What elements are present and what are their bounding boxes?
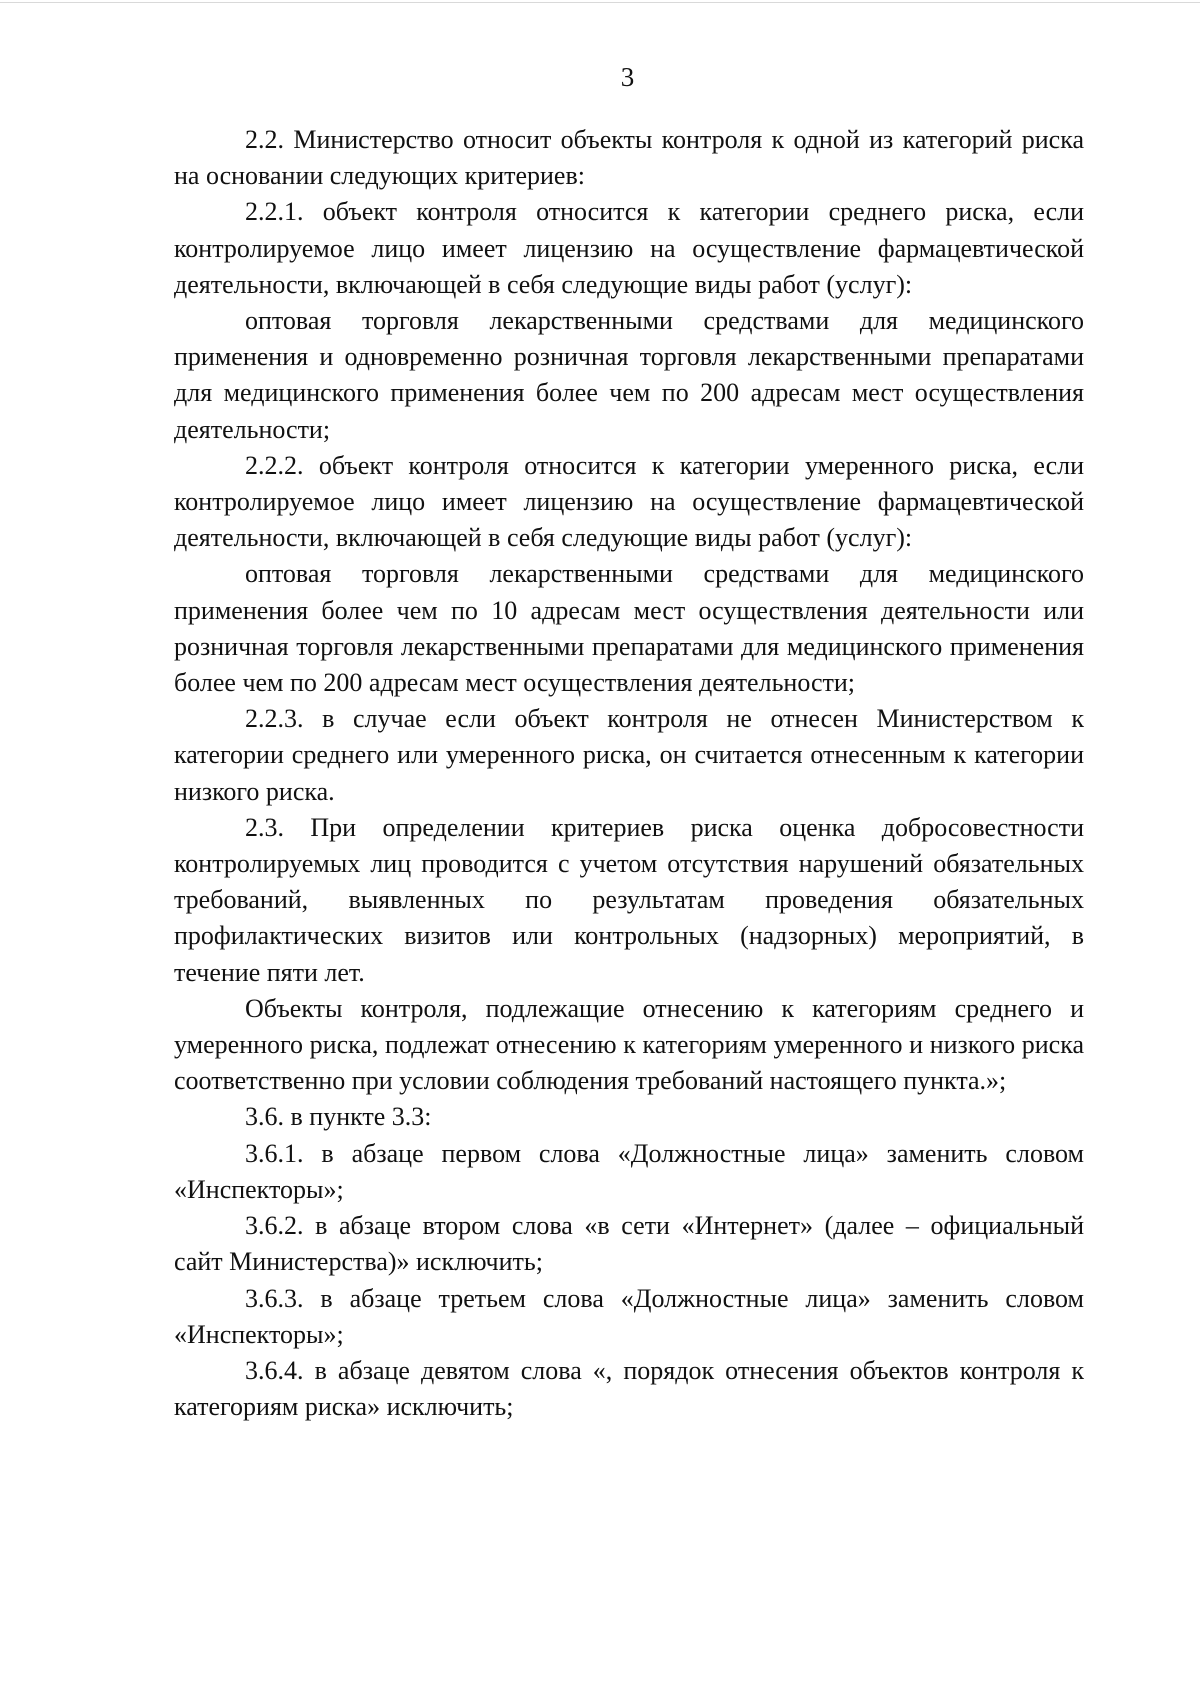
paragraph-3-6-3: 3.6.3. в абзаце третьем слова «Должностные лица» заменить словом «Инспекторы»; [174, 1283, 1084, 1349]
paragraph-3-6-1: 3.6.1. в абзаце первом слова «Должностные лица» заменить словом «Инспекторы»; [174, 1138, 1084, 1204]
page-number: 3 [620, 62, 635, 92]
scan-edge-line [0, 2, 1200, 3]
paragraph-3-6-2: 3.6.2. в абзаце втором слова «в сети «Интернет» (далее – официальный сайт Министерства)» исключить; [174, 1211, 1084, 1277]
paragraph-2-2-1: 2.2.1. объект контроля относится к категории среднего риска, если контролируемое лицо имеет лицензию на осуществление фармацевтической деятельности, включающей в себя следующие виды работ (услуг): [174, 197, 1084, 299]
paragraph-risk-categories: Объекты контроля, подлежащие отнесению к категориям среднего и умеренного риска, подлежат отнесению к категориям умеренного и низкого риска соответственно при условии соблюдения требований настоящего пункта.»; [174, 993, 1084, 1096]
paragraph-3-6-4: 3.6.4. в абзаце девятом слова «, порядок отнесения объектов контроля к категориям риска» исключить; [174, 1355, 1084, 1422]
paragraph-2-2-2: 2.2.2. объект контроля относится к категории умеренного риска, если контролируемое лицо имеет лицензию на осуществление фармацевтической деятельности, включающей в себя следующие виды работ (услуг): [174, 450, 1084, 553]
paragraph-2-3: 2.3. При определении критериев риска оценка добросовестности контролируемых лиц проводится с учетом отсутствия нарушений обязательных требований, выявленных по результатам проведения обязательных профилактических визитов или контрольных (надзорных) мероприятий, в течение пяти лет. [174, 812, 1084, 987]
paragraph-2-2: 2.2. Министерство относит объекты контроля к одной из категорий риска на основании следующих критериев: [174, 125, 1084, 191]
document-body [174, 122, 1084, 1425]
paragraph-2-2-3: 2.2.3. в случае если объект контроля не отнесен Министерством к категории среднего или умеренного риска, он считается отнесенным к категории низкого риска. [174, 704, 1084, 806]
paragraph-2-2-2-details: оптовая торговля лекарственными средствами для медицинского применения более чем по 10 адресам мест осуществления деятельности или розничная торговля лекарственными препаратами для медицинского применения более чем по 200 адресам мест осуществления деятельности; [174, 559, 1084, 698]
paragraph-3-6: 3.6. в пункте 3.3: [245, 1102, 432, 1132]
paragraph-2-2-1-details: оптовая торговля лекарственными средствами для медицинского применения и одновременно розничная торговля лекарственными препаратами для медицинского применения более чем по 200 адресам мест осуществления деятельности; [174, 306, 1084, 444]
